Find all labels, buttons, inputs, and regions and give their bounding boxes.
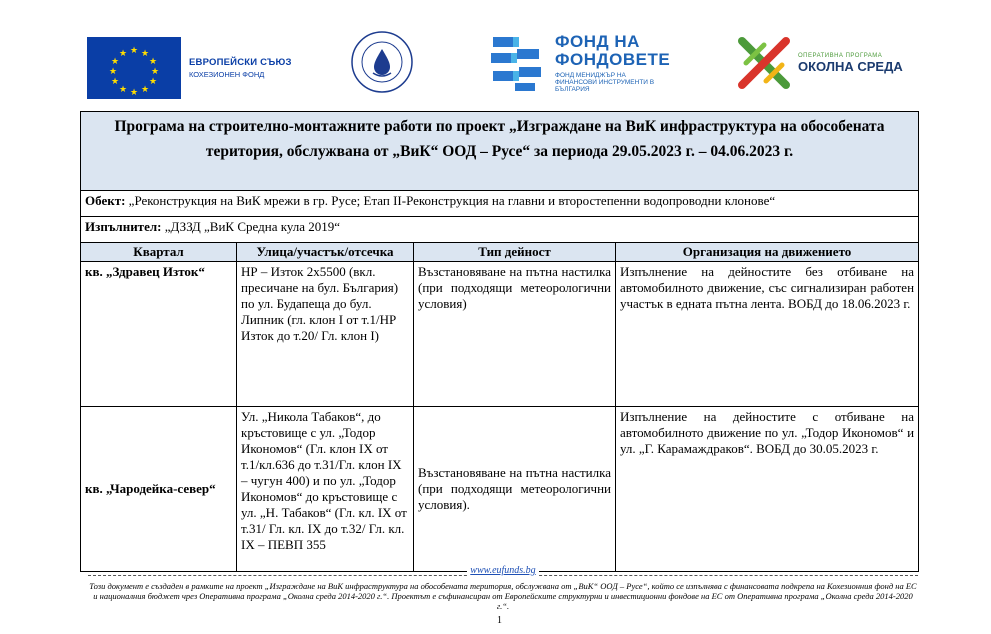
fund-logo-line3: ФОНД МЕНИДЖЪР НА ФИНАНСОВИ ИНСТРУМЕНТИ В БЪЛГАРИЯ [555, 72, 655, 93]
eu-cohesion-fund-logo [87, 37, 292, 99]
column-header-traffic: Организация на движението [616, 243, 919, 262]
env-logo-line2: ОКОЛНА СРЕДА [798, 58, 903, 74]
traffic-cell: Изпълнение на дейностите с отбиване на автомобилното движение по ул. „Тодор Икономов“ и ул. „Г. Карамаждраков“. ВОБД до 30.05.2023 г. [616, 407, 919, 572]
contractor-row [81, 217, 919, 243]
footer-link-line [88, 565, 918, 577]
svg-text:★: ★ [148, 77, 158, 87]
logo-header [0, 0, 991, 110]
svg-text:★: ★ [148, 57, 158, 67]
svg-text:★: ★ [140, 85, 150, 95]
contractor-value: „ДЗЗД „ВиК Средна кула 2019“ [161, 219, 341, 234]
page-footer [88, 565, 918, 611]
activity-cell: Възстановяване на пътна настилка (при подходящи метеорологични условия) [414, 262, 616, 407]
vik-ruse-seal-logo [347, 27, 417, 97]
page-number: 1 [497, 615, 502, 626]
traffic-cell: Изпълнение на дейностите без отбиване на автомобилното движение, със сигнализиран работен участък в едната пътна лента. ВОБД до 18.06.2023 г. [616, 262, 919, 407]
svg-text:★: ★ [110, 57, 120, 67]
street-cell: НР – Изток 2х5500 (вкл. пресичане на бул. България) по ул. Будапеща до бул. Липник (гл. клон I от т.1/НР Изток до т.20/ Гл. клон I) [237, 262, 414, 407]
svg-text:★: ★ [150, 67, 160, 77]
column-header-row [81, 243, 919, 262]
fund-logo-line2: ФОНДОВЕТЕ [555, 50, 671, 69]
table-row [81, 262, 919, 407]
fund-logo-line1: ФОНД НА [555, 32, 640, 51]
env-logo-line1: ОПЕРАТИВНА ПРОГРАМА [798, 52, 883, 59]
op-environment-logo [736, 35, 903, 91]
eu-logo-line2: КОХЕЗИОНЕН ФОНД [189, 70, 265, 79]
district-cell: кв. „Здравец Изток“ [81, 262, 237, 407]
svg-text:★: ★ [110, 77, 120, 87]
op-environment-mark-icon [736, 35, 792, 91]
district-cell: кв. „Чародейка-север“ [81, 407, 237, 572]
column-header-activity: Тип дейност [414, 243, 616, 262]
fund-of-funds-logo [485, 33, 670, 93]
activity-cell: Възстановяване на пътна настилка (при подходящи метеорологични условия). [414, 407, 616, 572]
document-title: Програма на строително-монтажните работи по проект „Изграждане на ВиК инфраструктура на обособената територия, обслужвана от „ВиК“ ООД – Русе“ за периода 29.05.2023 г. – 04.06.2023 г. [81, 112, 919, 191]
object-row [81, 191, 919, 217]
object-value: „Реконструкция на ВиК мрежи в гр. Русе; Етап II-Реконструкция на главни и второстепенни водопроводни клонове“ [125, 193, 776, 208]
fund-of-funds-mark-icon [485, 33, 547, 93]
footer-disclaimer: Този документ е създаден в рамките на проект „Изграждане на ВиК инфраструктура на обособената територия, обслужвана от „ВиК“ ООД – Русе“, който се изпълнява с финансовата подкрепа на Кохезионния фонд на ЕС и националния бюджет чрез Оперативна програма „Околна среда 2014-2020 г.“. Проектът е съфинансиран от Европейските структурни и инвестиционни фондове на ЕС от Оперативна програма „Околна среда 2014-2020 г.“. [89, 581, 917, 611]
svg-text:★: ★ [108, 67, 118, 77]
svg-text:★: ★ [118, 49, 128, 59]
eu-logo-line1: ЕВРОПЕЙСКИ СЪЮЗ [189, 57, 292, 68]
svg-text:★: ★ [118, 85, 128, 95]
svg-text:★: ★ [140, 49, 150, 59]
object-label: Обект: [85, 193, 126, 208]
svg-text:★: ★ [129, 46, 139, 56]
schedule-table [80, 111, 919, 572]
column-header-street: Улица/участък/отсечка [237, 243, 414, 262]
contractor-label: Изпълнител: [85, 219, 162, 234]
eu-flag-icon [87, 37, 181, 99]
table-row [81, 407, 919, 572]
svg-text:★: ★ [129, 88, 139, 98]
column-header-district: Квартал [81, 243, 237, 262]
street-cell: Ул. „Никола Табаков“, до кръстовище с ул. „Тодор Икономов“ (Гл. клон IX от т.1/кл.636 до т.31/Гл. клон IX – чугун 400) и по ул. „Тодор Икономов“ до кръстовище с ул. „Н. Табаков“ (Гл. кл. IX от т.31/ Гл. кл. IX до т.32/ Гл. кл. IX – ПЕВП 355 [237, 407, 414, 572]
eufunds-link[interactable]: www.eufunds.bg [467, 565, 538, 576]
